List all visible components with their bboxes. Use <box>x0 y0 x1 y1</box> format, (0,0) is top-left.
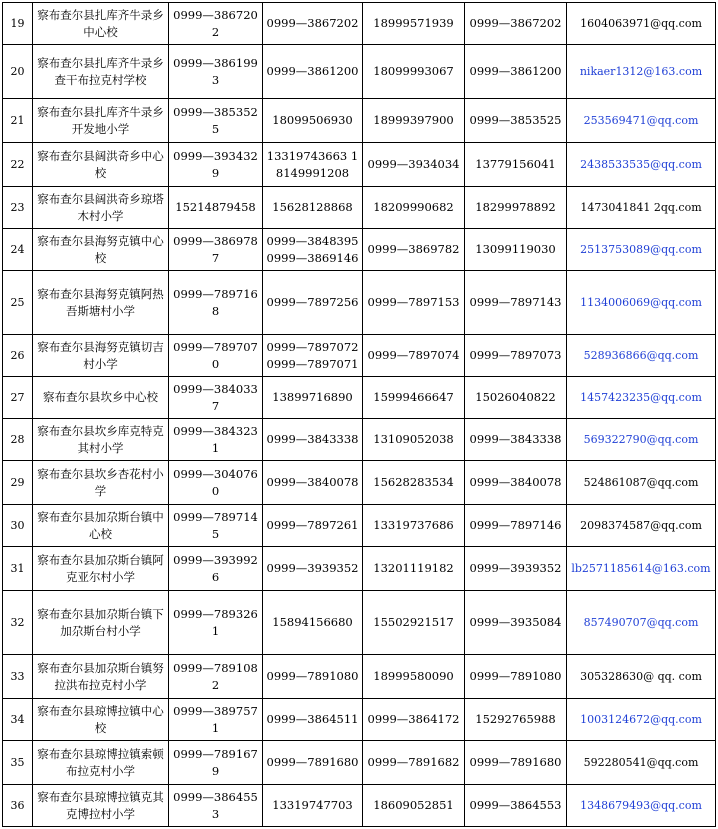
phone-2-cell <box>263 99 363 143</box>
phone-4-text: 0999—7897073 <box>469 348 562 362</box>
phone-4-cell <box>465 655 567 699</box>
school-name-cell <box>33 99 169 143</box>
phone-2-cell <box>263 785 363 827</box>
email-text[interactable]: lb2571185614@163.com <box>571 562 711 575</box>
email-text: 1473041841 2qq.com <box>580 201 702 214</box>
phone-1-cell <box>169 505 263 547</box>
school-name-cell <box>33 547 169 591</box>
phone-3-cell <box>363 547 465 591</box>
phone-2-cell <box>263 419 363 461</box>
phone-2-cell <box>263 335 363 377</box>
phone-1-cell <box>169 271 263 335</box>
phone-2-text: 0999—7897072 0999—7897071 <box>266 339 359 371</box>
phone-3-text: 15999466647 <box>373 390 454 404</box>
school-name-cell <box>33 591 169 655</box>
school-name-text: 察布查尔县海努克镇切吉村小学 <box>37 339 164 371</box>
phone-3-text: 13201119182 <box>373 561 454 575</box>
row-number-text: 25 <box>10 296 25 309</box>
table-row <box>3 187 716 229</box>
email-cell[interactable] <box>567 419 716 461</box>
row-number-text: 35 <box>10 756 25 769</box>
phone-1-text: 0999—3864553 <box>173 789 258 821</box>
row-number-cell <box>3 655 33 699</box>
email-cell <box>567 461 716 505</box>
phone-4-text: 0999—3853525 <box>469 113 562 127</box>
row-number-text: 22 <box>10 158 25 171</box>
table-row <box>3 461 716 505</box>
school-name-text: 察布查尔县海努克镇中心校 <box>37 233 164 265</box>
table-row <box>3 271 716 335</box>
phone-1-text: 0999—3867202 <box>173 7 258 39</box>
table-row <box>3 377 716 419</box>
school-name-cell <box>33 229 169 271</box>
row-number-text: 23 <box>10 201 25 214</box>
email-cell <box>567 3 716 45</box>
phone-3-text: 0999—7897074 <box>367 348 460 362</box>
email-cell[interactable] <box>567 229 716 271</box>
phone-1-text: 0999—3934329 <box>173 148 258 180</box>
school-name-text: 察布查尔县阔洪奇乡中心校 <box>37 148 164 180</box>
row-number-text: 19 <box>10 17 25 30</box>
phone-1-cell <box>169 741 263 785</box>
phone-4-text: 0999—3843338 <box>469 432 562 446</box>
phone-2-text: 18099506930 <box>272 113 353 127</box>
school-name-text: 察布查尔县坎乡库克特克其村小学 <box>37 423 164 455</box>
table-row <box>3 785 716 827</box>
phone-3-text: 0999—7891682 <box>367 755 460 769</box>
phone-3-text: 18999580090 <box>373 669 454 683</box>
phone-3-text: 0999—3869782 <box>367 242 460 256</box>
phone-4-cell <box>465 99 567 143</box>
phone-3-text: 18609052851 <box>373 798 454 812</box>
phone-3-text: 18099993067 <box>373 64 454 78</box>
school-name-text: 察布查尔县琼博拉镇索顿布拉克村小学 <box>37 746 164 778</box>
row-number-cell <box>3 187 33 229</box>
table-row <box>3 591 716 655</box>
school-name-cell <box>33 505 169 547</box>
phone-4-cell <box>465 3 567 45</box>
row-number-cell <box>3 785 33 827</box>
phone-2-text: 0999—7891680 <box>266 755 359 769</box>
row-number-text: 24 <box>10 243 25 256</box>
phone-2-text: 15894156680 <box>272 615 353 629</box>
phone-2-cell <box>263 187 363 229</box>
email-text[interactable]: 2513753089@qq.com <box>580 243 702 256</box>
phone-3-text: 13109052038 <box>373 432 454 446</box>
school-name-cell <box>33 461 169 505</box>
table-row <box>3 505 716 547</box>
email-cell[interactable] <box>567 143 716 187</box>
email-cell[interactable] <box>567 785 716 827</box>
phone-4-text: 13099119030 <box>475 242 556 256</box>
email-text: 2098374587@qq.com <box>580 519 702 532</box>
table-row <box>3 143 716 187</box>
phone-1-text: 0999—3869787 <box>173 233 258 265</box>
school-name-text: 察布查尔县海努克镇阿热吾斯塘村小学 <box>37 286 164 318</box>
phone-4-cell <box>465 591 567 655</box>
phone-1-cell <box>169 99 263 143</box>
school-name-cell <box>33 785 169 827</box>
email-cell[interactable] <box>567 99 716 143</box>
phone-2-text: 0999—3864511 <box>266 712 359 726</box>
phone-3-cell <box>363 143 465 187</box>
phone-1-text: 0999—3853525 <box>173 104 258 136</box>
email-cell <box>567 187 716 229</box>
phone-2-text: 0999—3843338 <box>266 432 359 446</box>
row-number-text: 30 <box>10 519 25 532</box>
phone-2-cell <box>263 143 363 187</box>
email-cell <box>567 505 716 547</box>
phone-3-text: 0999—3864172 <box>367 712 460 726</box>
school-name-text: 察布查尔县加尕斯台镇努拉洪布拉克村小学 <box>37 660 164 692</box>
phone-3-cell <box>363 505 465 547</box>
row-number-cell <box>3 591 33 655</box>
phone-3-text: 13319737686 <box>373 518 454 532</box>
table-row <box>3 699 716 741</box>
phone-4-cell <box>465 505 567 547</box>
email-text[interactable]: 1003124672@qq.com <box>580 713 702 726</box>
row-number-cell <box>3 377 33 419</box>
email-cell[interactable] <box>567 271 716 335</box>
row-number-cell <box>3 505 33 547</box>
row-number-cell <box>3 99 33 143</box>
phone-1-cell <box>169 377 263 419</box>
phone-3-cell <box>363 785 465 827</box>
phone-2-cell <box>263 45 363 99</box>
phone-3-cell <box>363 3 465 45</box>
phone-1-text: 0999—7893261 <box>173 606 258 638</box>
phone-1-text: 0999—3840337 <box>173 381 258 413</box>
phone-2-text: 0999—7897261 <box>266 518 359 532</box>
phone-2-text: 13899716890 <box>272 390 353 404</box>
phone-3-text: 18999571939 <box>373 16 454 30</box>
phone-2-cell <box>263 547 363 591</box>
phone-2-cell <box>263 271 363 335</box>
phone-4-text: 0999—3861200 <box>469 64 562 78</box>
phone-2-text: 15628128868 <box>272 200 353 214</box>
email-cell[interactable] <box>567 591 716 655</box>
email-text[interactable]: 528936866@qq.com <box>583 349 699 362</box>
phone-3-cell <box>363 335 465 377</box>
row-number-text: 34 <box>10 713 25 726</box>
phone-2-text: 0999—3840078 <box>266 475 359 489</box>
phone-4-cell <box>465 229 567 271</box>
phone-4-text: 0999—7897143 <box>469 295 562 309</box>
phone-1-cell <box>169 187 263 229</box>
phone-1-text: 0999—3897571 <box>173 703 258 735</box>
phone-3-cell <box>363 45 465 99</box>
row-number-text: 29 <box>10 476 25 489</box>
school-name-cell <box>33 187 169 229</box>
phone-1-cell <box>169 45 263 99</box>
phone-3-cell <box>363 419 465 461</box>
table-body <box>3 3 716 827</box>
phone-3-cell <box>363 461 465 505</box>
school-name-text: 察布查尔县扎库齐牛录乡查干布拉克村学校 <box>37 55 164 87</box>
row-number-cell <box>3 3 33 45</box>
email-text: 592280541@qq.com <box>583 756 699 769</box>
email-text: 524861087@qq.com <box>583 476 699 489</box>
phone-4-text: 0999—3867202 <box>469 16 562 30</box>
phone-4-text: 0999—7891080 <box>469 669 562 683</box>
phone-4-cell <box>465 377 567 419</box>
email-text: 305328630@ qq. com <box>580 670 702 683</box>
phone-1-text: 0999—7891679 <box>173 746 258 778</box>
phone-3-cell <box>363 229 465 271</box>
phone-2-cell <box>263 377 363 419</box>
phone-3-cell <box>363 99 465 143</box>
phone-1-text: 0999—3939926 <box>173 552 258 584</box>
phone-4-cell <box>465 271 567 335</box>
phone-3-cell <box>363 699 465 741</box>
table-row <box>3 419 716 461</box>
email-cell[interactable] <box>567 547 716 591</box>
row-number-text: 33 <box>10 670 25 683</box>
phone-1-cell <box>169 335 263 377</box>
phone-1-cell <box>169 591 263 655</box>
phone-3-cell <box>363 187 465 229</box>
phone-2-cell <box>263 591 363 655</box>
phone-2-cell <box>263 699 363 741</box>
email-text: 1604063971@qq.com <box>580 17 702 30</box>
phone-1-text: 0999—7897168 <box>173 286 258 318</box>
row-number-cell <box>3 419 33 461</box>
phone-3-text: 15628283534 <box>373 475 454 489</box>
phone-4-text: 18299978892 <box>475 200 556 214</box>
phone-1-text: 0999—7897070 <box>173 339 258 371</box>
school-name-cell <box>33 699 169 741</box>
phone-4-text: 0999—3935084 <box>469 615 562 629</box>
school-name-text: 察布查尔县琼博拉镇克其克博拉村小学 <box>37 789 164 821</box>
phone-2-text: 13319743663 18149991208 <box>266 148 359 180</box>
phone-1-text: 0999—3843231 <box>173 423 258 455</box>
school-name-text: 察布查尔县阔洪奇乡琼塔木村小学 <box>37 191 164 223</box>
school-name-cell <box>33 655 169 699</box>
school-name-text: 察布查尔县扎库齐牛录乡开发地小学 <box>37 104 164 136</box>
school-name-text: 察布查尔县加尕斯台镇中心校 <box>37 509 164 541</box>
phone-1-text: 0999—3040760 <box>173 466 258 498</box>
row-number-text: 31 <box>10 562 25 575</box>
phone-1-text: 0999—7891082 <box>173 660 258 692</box>
table-row <box>3 3 716 45</box>
phone-4-cell <box>465 419 567 461</box>
row-number-cell <box>3 335 33 377</box>
phone-4-text: 0999—7891680 <box>469 755 562 769</box>
email-text[interactable]: 569322790@qq.com <box>583 433 699 446</box>
table-row <box>3 229 716 271</box>
phone-3-cell <box>363 591 465 655</box>
table-row <box>3 655 716 699</box>
phone-3-cell <box>363 271 465 335</box>
phone-2-cell <box>263 655 363 699</box>
phone-2-text: 0999—7891080 <box>266 669 359 683</box>
phone-4-cell <box>465 741 567 785</box>
email-cell[interactable] <box>567 45 716 99</box>
school-name-text: 察布查尔县扎库齐牛录乡中心校 <box>37 7 164 39</box>
email-cell[interactable] <box>567 335 716 377</box>
email-text[interactable]: 857490707@qq.com <box>583 616 699 629</box>
phone-3-text: 18209990682 <box>373 200 454 214</box>
email-cell <box>567 741 716 785</box>
phone-1-cell <box>169 655 263 699</box>
email-text[interactable]: 1457423235@qq.com <box>580 391 702 404</box>
phone-4-text: 0999—3864553 <box>469 798 562 812</box>
row-number-text: 26 <box>10 349 25 362</box>
phone-1-cell <box>169 3 263 45</box>
phone-3-cell <box>363 655 465 699</box>
table-row <box>3 99 716 143</box>
school-name-text: 察布查尔县加尕斯台镇下加尕斯台村小学 <box>37 606 164 638</box>
school-name-text: 察布查尔县琼博拉镇中心校 <box>37 703 164 735</box>
phone-1-cell <box>169 547 263 591</box>
phone-1-cell <box>169 229 263 271</box>
email-cell <box>567 655 716 699</box>
table-row <box>3 547 716 591</box>
phone-2-text: 13319747703 <box>272 798 353 812</box>
phone-4-cell <box>465 45 567 99</box>
phone-3-text: 15502921517 <box>373 615 454 629</box>
email-text[interactable]: 253569471@qq.com <box>583 114 699 127</box>
phone-1-text: 0999—7897145 <box>173 509 258 541</box>
phone-4-text: 13779156041 <box>475 157 556 171</box>
phone-2-text: 0999—3939352 <box>266 561 359 575</box>
email-text[interactable]: 1348679493@qq.com <box>580 799 702 812</box>
row-number-cell <box>3 741 33 785</box>
phone-3-text: 18999397900 <box>373 113 454 127</box>
phone-2-cell <box>263 741 363 785</box>
row-number-cell <box>3 547 33 591</box>
phone-4-text: 0999—7897146 <box>469 518 562 532</box>
row-number-text: 20 <box>10 65 25 78</box>
phone-4-cell <box>465 143 567 187</box>
email-cell[interactable] <box>567 377 716 419</box>
phone-4-text: 0999—3840078 <box>469 475 562 489</box>
school-name-cell <box>33 3 169 45</box>
table-row <box>3 45 716 99</box>
phone-4-text: 15292765988 <box>475 712 556 726</box>
school-name-cell <box>33 271 169 335</box>
email-cell[interactable] <box>567 699 716 741</box>
phone-2-text: 0999—3861200 <box>266 64 359 78</box>
school-name-cell <box>33 419 169 461</box>
row-number-text: 32 <box>10 616 25 629</box>
email-text[interactable]: 1134006069@qq.com <box>580 296 702 309</box>
phone-3-cell <box>363 377 465 419</box>
school-name-text: 察布查尔县坎乡杏花村小学 <box>37 466 164 498</box>
phone-4-cell <box>465 785 567 827</box>
school-name-text: 察布查尔县加尕斯台镇阿克亚尔村小学 <box>37 552 164 584</box>
row-number-cell <box>3 229 33 271</box>
phone-1-cell <box>169 143 263 187</box>
row-number-cell <box>3 461 33 505</box>
row-number-cell <box>3 143 33 187</box>
phone-1-cell <box>169 699 263 741</box>
school-contacts-table <box>2 2 716 827</box>
phone-1-cell <box>169 461 263 505</box>
row-number-cell <box>3 699 33 741</box>
phone-4-cell <box>465 461 567 505</box>
row-number-cell <box>3 45 33 99</box>
table-row <box>3 741 716 785</box>
school-name-cell <box>33 143 169 187</box>
row-number-text: 36 <box>10 799 25 812</box>
row-number-cell <box>3 271 33 335</box>
school-name-cell <box>33 741 169 785</box>
phone-2-cell <box>263 505 363 547</box>
phone-4-text: 0999—3939352 <box>469 561 562 575</box>
row-number-text: 21 <box>10 114 25 127</box>
phone-2-text: 0999—7897256 <box>266 295 359 309</box>
phone-1-text: 15214879458 <box>175 200 256 214</box>
phone-4-cell <box>465 187 567 229</box>
phone-3-cell <box>363 741 465 785</box>
row-number-text: 27 <box>10 391 25 404</box>
phone-2-cell <box>263 3 363 45</box>
phone-2-cell <box>263 461 363 505</box>
table-row <box>3 335 716 377</box>
phone-4-cell <box>465 699 567 741</box>
phone-1-cell <box>169 419 263 461</box>
row-number-text: 28 <box>10 433 25 446</box>
phone-2-cell <box>263 229 363 271</box>
email-text[interactable]: nikaer1312@163.com <box>579 65 703 78</box>
school-name-cell <box>33 335 169 377</box>
school-name-cell <box>33 377 169 419</box>
phone-3-text: 0999—7897153 <box>367 295 460 309</box>
phone-4-text: 15026040822 <box>475 390 556 404</box>
phone-2-text: 0999—3867202 <box>266 16 359 30</box>
email-text[interactable]: 2438533535@qq.com <box>580 158 702 171</box>
phone-3-text: 0999—3934034 <box>367 157 460 171</box>
phone-2-text: 0999—3848395 0999—3869146 <box>266 233 359 265</box>
phone-1-cell <box>169 785 263 827</box>
phone-1-text: 0999—3861993 <box>173 55 258 87</box>
school-name-text: 察布查尔县坎乡中心校 <box>43 390 158 404</box>
phone-4-cell <box>465 547 567 591</box>
phone-4-cell <box>465 335 567 377</box>
school-name-cell <box>33 45 169 99</box>
